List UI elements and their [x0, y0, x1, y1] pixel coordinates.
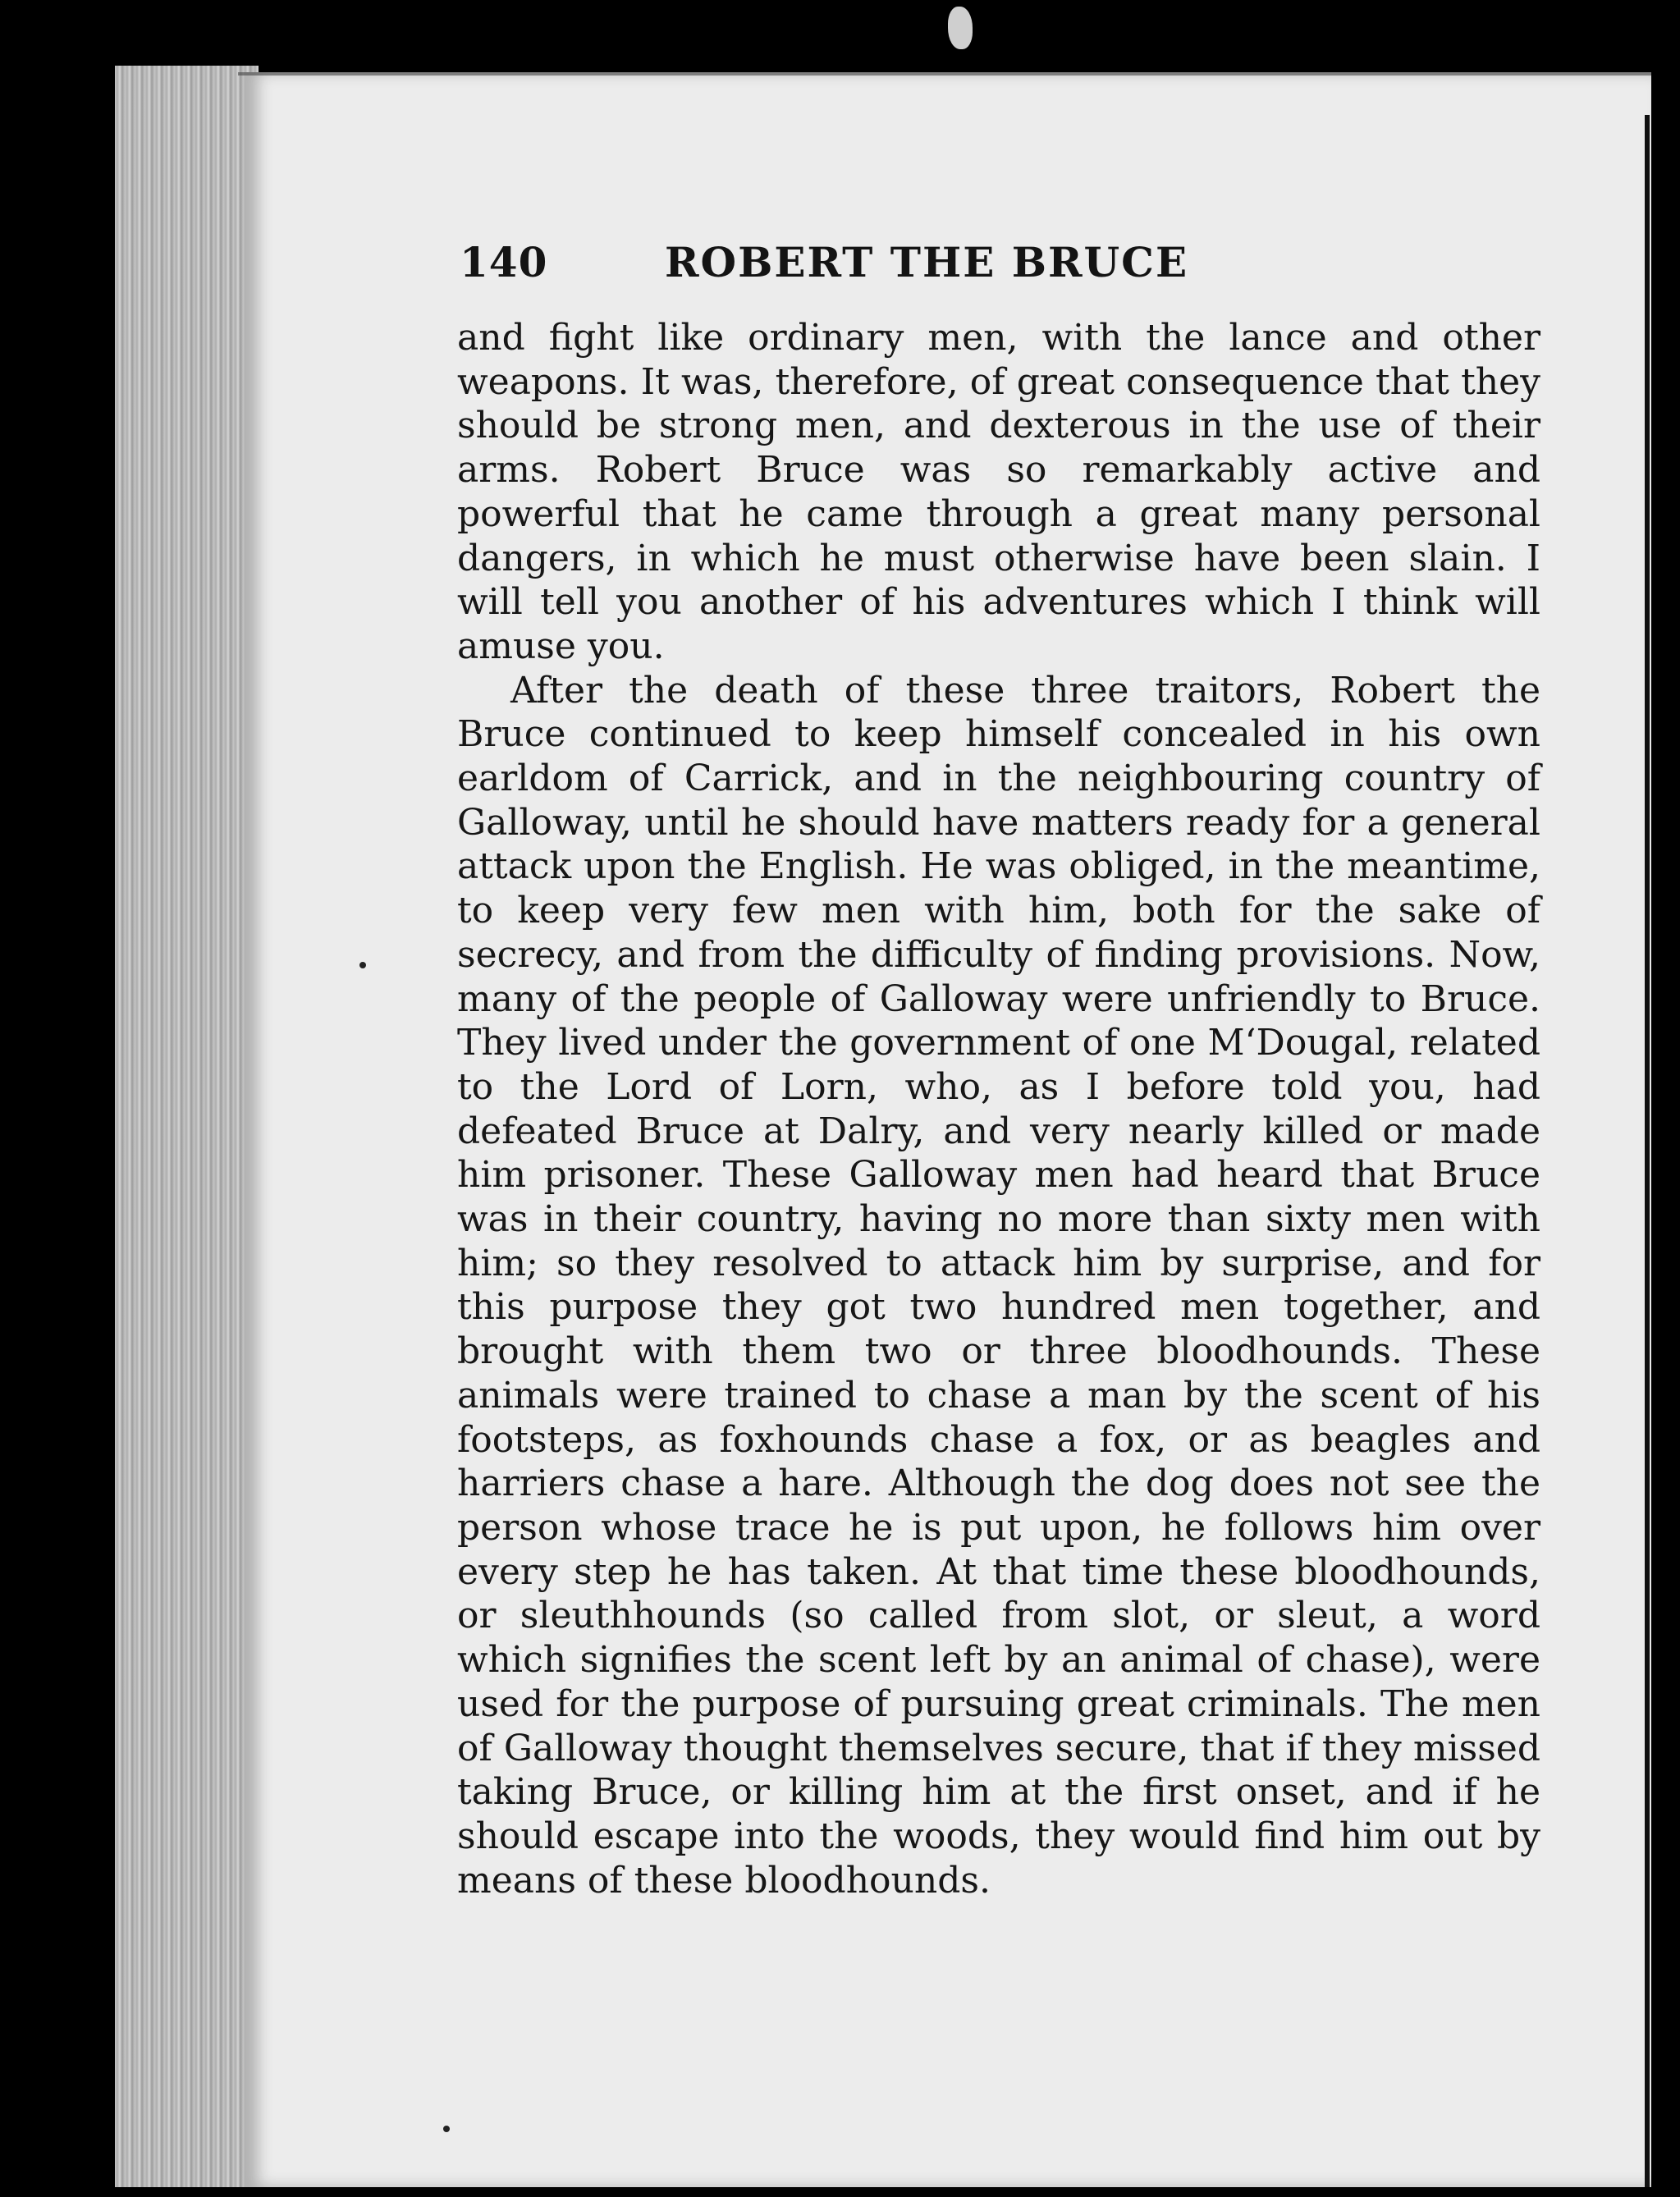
paragraph-continuation: and fight like ordinary men, with the lance and other weapons. It was, therefore, of great consequence that they should be strong men, and dexterous in the use of their arms. Robert Bruce was so remarkably active and powerful that he came through a great many personal dangers, in which he must otherwise have been slain. I will tell you another of his adventures which I think will amuse you. — [457, 317, 1540, 667]
page-number: 140 — [460, 238, 548, 286]
paragraph-galloway-bloodhounds: After the death of these three traitors, Robert the Bruce continued to keep himself concealed in his own earldom of Carrick, and in the neighbouring country of Galloway, until he should have matters ready for a general attack upon the English. He was obliged, in the meantime, to keep very few men with him, both for the sake of secrecy, and from the difficulty of finding provisions. Now, many of the people of Galloway were unfriendly to Bruce. They lived under the government of one M‘Dougal, related to the Lord of Lorn, who, as I before told you, had defeated Bruce at Dalry, and very nearly killed or made him prisoner. These Galloway men had heard that Bruce was in their country, having no more than sixty men with him; so they resolved to attack him by surprise, and for this purpose they got two hundred men together, and brought with them two or three bloodhounds. These animals were trained to chase a man by the scent of his footsteps, as foxhounds chase a fox, or as beagles and harriers chase a hare. Although the dog does not see the person whose trace he is put upon, he follows him over every step he has taken. At that time these bloodhounds, or sleuthhounds (so called from slot, or sleut, a word which signifies the scent left by an animal of chase), were used for the purpose of pursuing great criminals. The men of Galloway thought themselves secure, that if they missed taking Bruce, or killing him at the first onset, and if he should escape into the woods, they would find him out by means of these bloodhounds. — [457, 669, 1540, 1902]
scan-speck — [443, 2126, 450, 2132]
page-right-edge-shadow — [1645, 115, 1650, 2187]
running-title: ROBERT THE BRUCE — [665, 238, 1189, 286]
page-body-text — [457, 316, 1540, 1902]
scan-speck — [359, 962, 366, 968]
page-header — [460, 238, 1280, 295]
scan-artifact-mark — [948, 7, 973, 49]
book-page-edges — [115, 66, 259, 2187]
